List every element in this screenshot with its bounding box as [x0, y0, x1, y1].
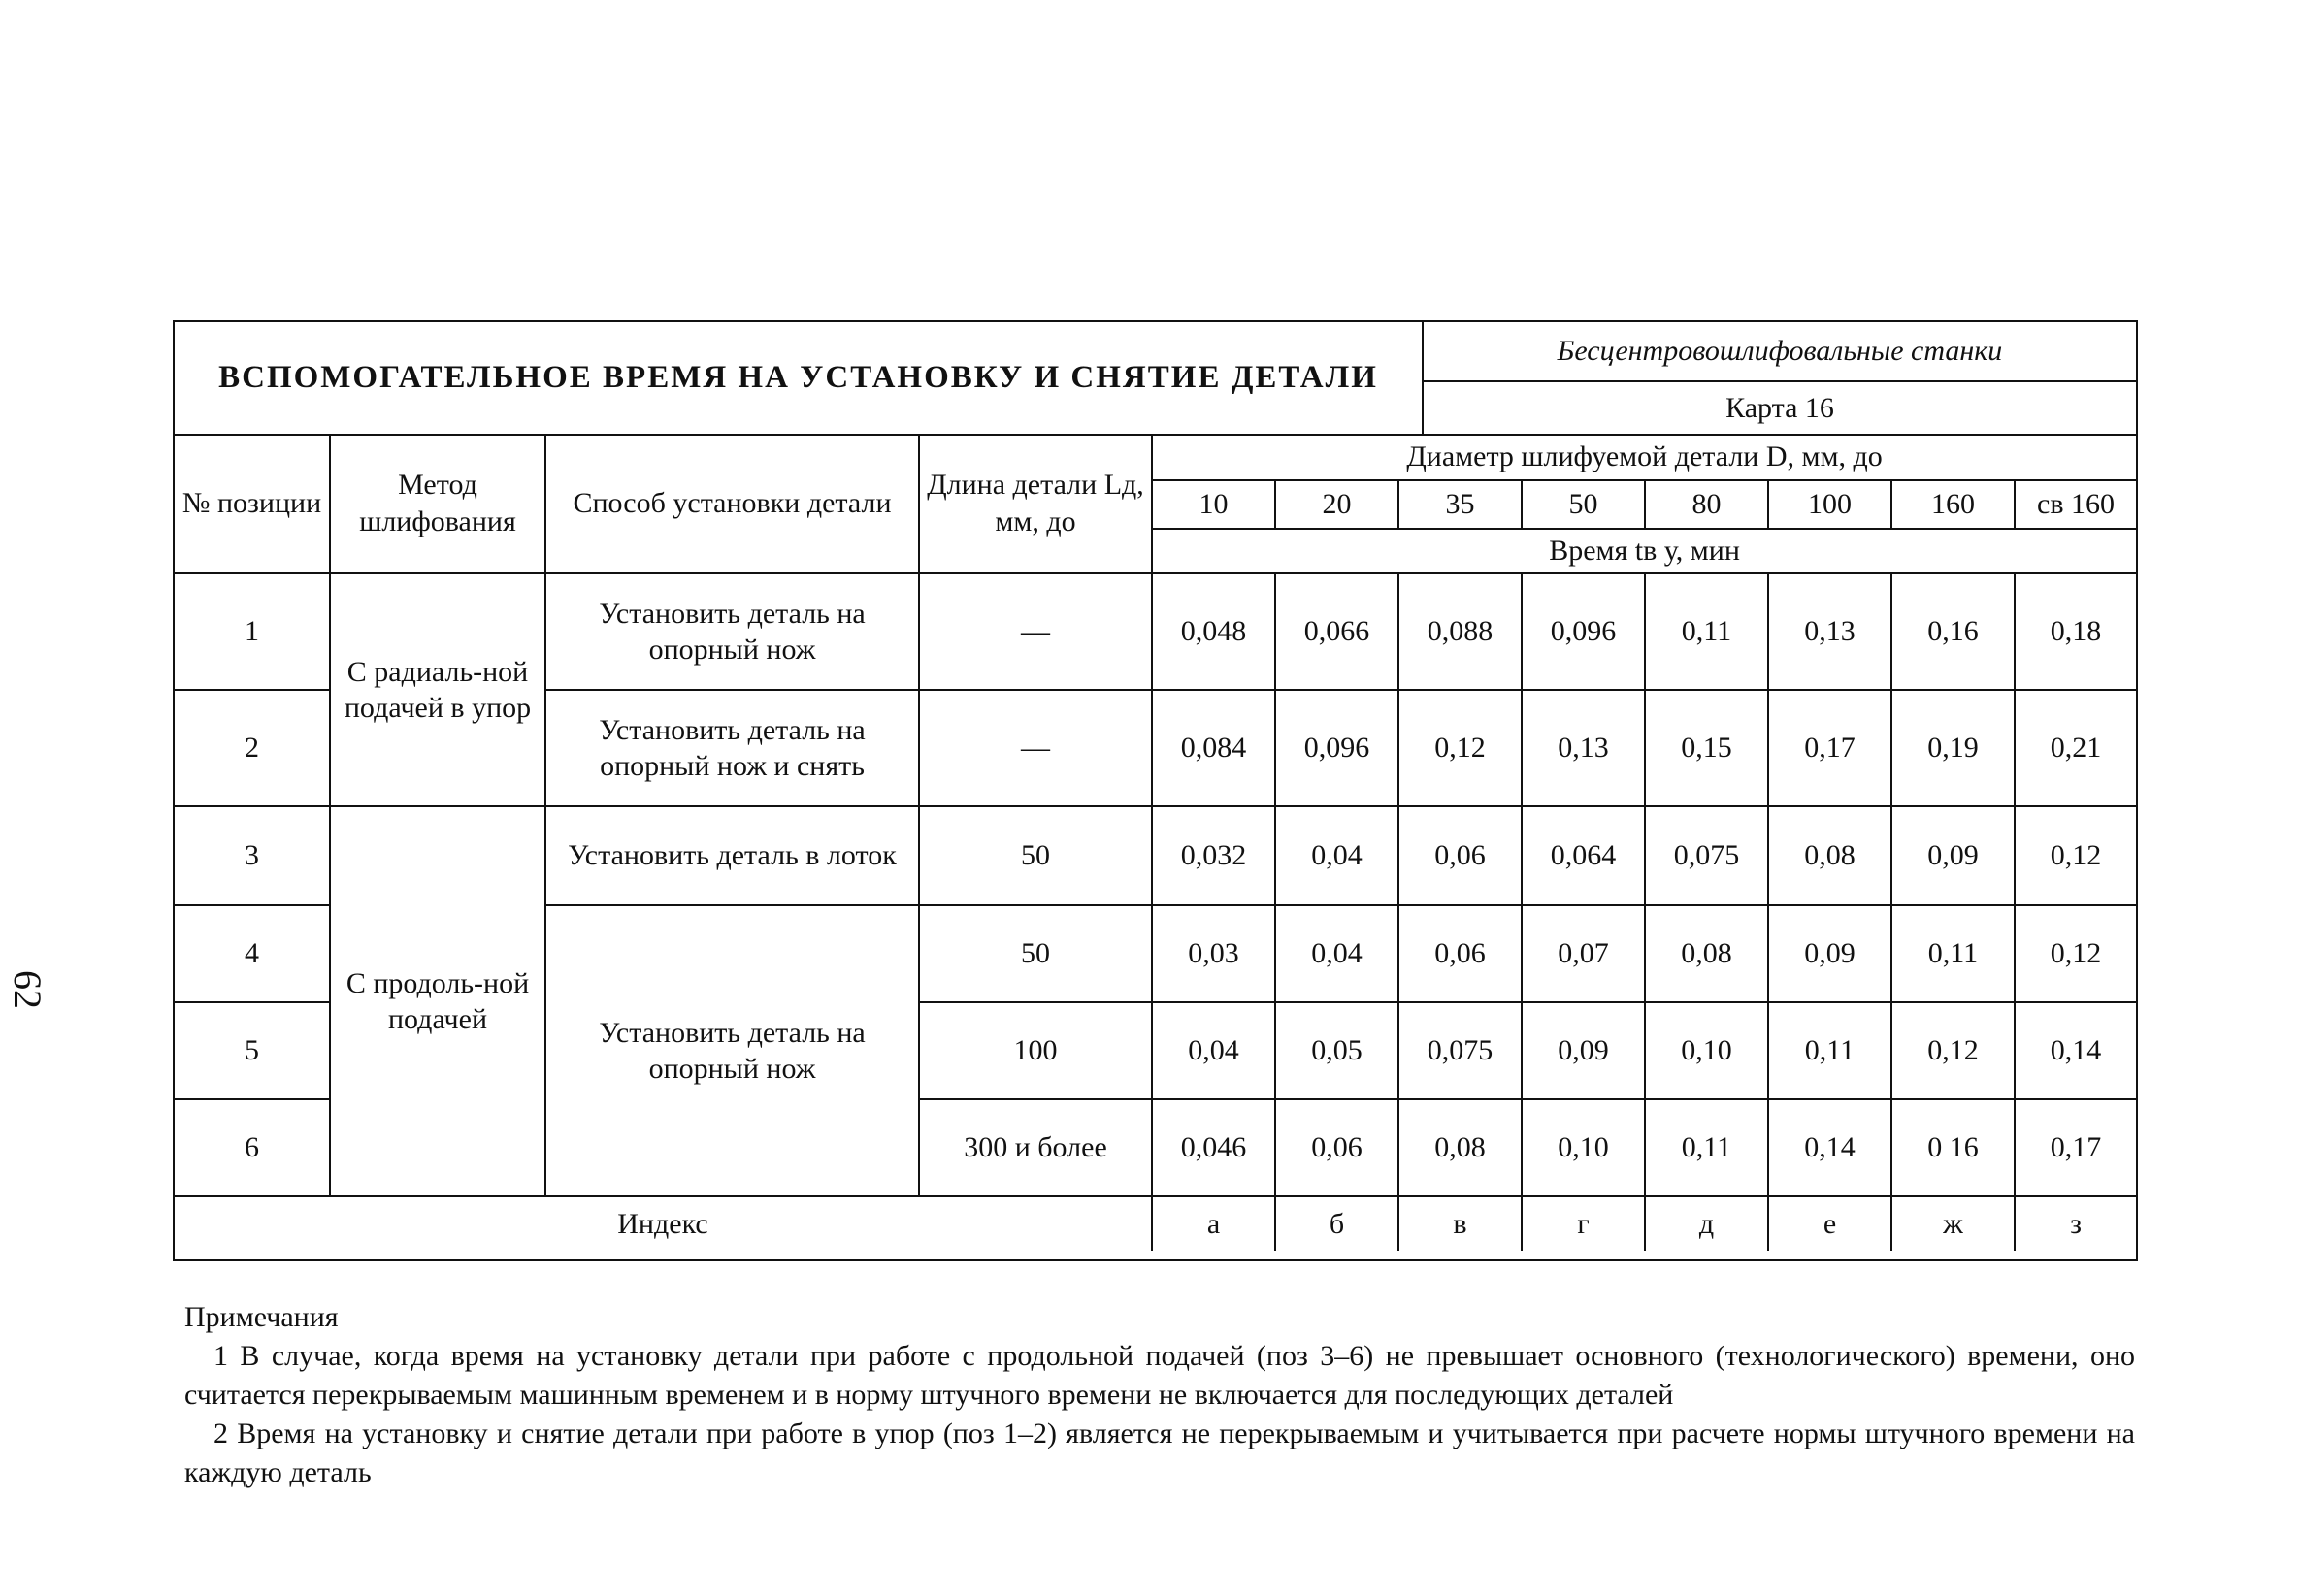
mounting-cell: Установить деталь на опорный нож и снять: [545, 690, 919, 806]
value-cell: 0,11: [1645, 573, 1768, 690]
value-cell: 0,048: [1152, 573, 1275, 690]
col-mounting-header: Способ установки детали: [545, 434, 919, 573]
value-cell: 0,07: [1522, 905, 1645, 1002]
value-cell: 0,18: [2015, 573, 2136, 690]
value-cell: 0,21: [2015, 690, 2136, 806]
norms-table: [175, 434, 2136, 1251]
value-cell: 0,08: [1398, 1099, 1522, 1196]
value-cell: 0,17: [2015, 1099, 2136, 1196]
value-cell: 0,096: [1275, 690, 1398, 806]
length-cell: 300 и более: [919, 1099, 1152, 1196]
value-cell: 0,05: [1275, 1002, 1398, 1099]
value-cell: 0,14: [2015, 1002, 2136, 1099]
table-row: [175, 573, 2136, 690]
index-cell: а: [1152, 1196, 1275, 1251]
col-length-header: Длина детали Lд, мм, до: [919, 434, 1152, 573]
table-row: [175, 806, 2136, 905]
diameter-cell: св 160: [2015, 480, 2136, 529]
index-cell: д: [1645, 1196, 1768, 1251]
diameter-cell: 20: [1275, 480, 1398, 529]
value-cell: 0,12: [1891, 1002, 2015, 1099]
index-cell: з: [2015, 1196, 2136, 1251]
diameter-cell: 35: [1398, 480, 1522, 529]
length-cell: —: [919, 690, 1152, 806]
mounting-cell: Установить деталь на опорный нож: [545, 573, 919, 690]
diameter-header: Диаметр шлифуемой детали D, мм, до: [1152, 434, 2136, 480]
index-cell: ж: [1891, 1196, 2015, 1251]
index-cell: б: [1275, 1196, 1398, 1251]
value-cell: 0,084: [1152, 690, 1275, 806]
card-title: ВСПОМОГАТЕЛЬНОЕ ВРЕМЯ НА УСТАНОВКУ И СНЯТИЕ ДЕТАЛИ: [175, 322, 1424, 434]
note-item: 2 Время на установку и снятие детали при работе в упор (поз 1–2) является не перекрываемым и учитывается при расчете нормы штучного времени на каждую деталь: [184, 1417, 2135, 1488]
diameter-cell: 50: [1522, 480, 1645, 529]
value-cell: 0,06: [1275, 1099, 1398, 1196]
note-item: 1 В случае, когда время на установку детали при работе с продольной подачей (поз 3–6) не превышает основного (технологического) времени, оно считается перекрываемым машинным временем и в норму штучного времени не включается для последующих деталей: [184, 1340, 2135, 1411]
value-cell: 0,13: [1522, 690, 1645, 806]
method-longitudinal: С продоль-ной подачей: [330, 806, 545, 1196]
position-cell: 5: [175, 1002, 330, 1099]
value-cell: 0,064: [1522, 806, 1645, 905]
value-cell: 0,10: [1522, 1099, 1645, 1196]
value-cell: 0,08: [1768, 806, 1891, 905]
col-position-header: № позиции: [175, 434, 330, 573]
value-cell: 0,06: [1398, 905, 1522, 1002]
index-row: [175, 1196, 2136, 1251]
value-cell: 0,096: [1522, 573, 1645, 690]
value-cell: 0,03: [1152, 905, 1275, 1002]
index-label: Индекс: [175, 1196, 1152, 1251]
index-cell: в: [1398, 1196, 1522, 1251]
notes-title: Примечания: [184, 1301, 339, 1333]
value-cell: 0,16: [1891, 573, 2015, 690]
value-cell: 0,075: [1398, 1002, 1522, 1099]
value-cell: 0,09: [1768, 905, 1891, 1002]
mounting-cell: Установить деталь на опорный нож: [545, 905, 919, 1196]
value-cell: 0,046: [1152, 1099, 1275, 1196]
value-cell: 0,09: [1891, 806, 2015, 905]
page-number: 62: [6, 970, 49, 1009]
value-cell: 0,032: [1152, 806, 1275, 905]
value-cell: 0,088: [1398, 573, 1522, 690]
value-cell: 0 16: [1891, 1099, 2015, 1196]
index-cell: г: [1522, 1196, 1645, 1251]
method-radial: С радиаль-ной подачей в упор: [330, 573, 545, 806]
value-cell: 0,04: [1152, 1002, 1275, 1099]
value-cell: 0,04: [1275, 806, 1398, 905]
diameter-cell: 100: [1768, 480, 1891, 529]
value-cell: 0,11: [1891, 905, 2015, 1002]
diameter-cell: 80: [1645, 480, 1768, 529]
position-cell: 2: [175, 690, 330, 806]
value-cell: 0,09: [1522, 1002, 1645, 1099]
length-cell: —: [919, 573, 1152, 690]
card-header-right: [1424, 322, 2136, 434]
length-cell: 100: [919, 1002, 1152, 1099]
card-header: [175, 322, 2136, 436]
length-cell: 50: [919, 905, 1152, 1002]
value-cell: 0,14: [1768, 1099, 1891, 1196]
position-cell: 1: [175, 573, 330, 690]
value-cell: 0,04: [1275, 905, 1398, 1002]
length-cell: 50: [919, 806, 1152, 905]
value-cell: 0,11: [1768, 1002, 1891, 1099]
value-cell: 0,19: [1891, 690, 2015, 806]
index-cell: е: [1768, 1196, 1891, 1251]
mounting-cell: Установить деталь в лоток: [545, 806, 919, 905]
time-header: Время tв у, мин: [1152, 529, 2136, 573]
value-cell: 0,066: [1275, 573, 1398, 690]
diameter-cell: 160: [1891, 480, 2015, 529]
diameter-cell: 10: [1152, 480, 1275, 529]
position-cell: 6: [175, 1099, 330, 1196]
position-cell: 3: [175, 806, 330, 905]
value-cell: 0,15: [1645, 690, 1768, 806]
value-cell: 0,08: [1645, 905, 1768, 1002]
notes: [184, 1298, 2135, 1492]
norm-card: [173, 320, 2138, 1261]
value-cell: 0,10: [1645, 1002, 1768, 1099]
col-method-header: Метод шлифования: [330, 434, 545, 573]
position-cell: 4: [175, 905, 330, 1002]
card-number: Карта 16: [1725, 391, 1834, 424]
value-cell: 0,12: [2015, 905, 2136, 1002]
value-cell: 0,075: [1645, 806, 1768, 905]
value-cell: 0,13: [1768, 573, 1891, 690]
machine-type: Бесцентровошлифовальные станки: [1424, 322, 2136, 382]
value-cell: 0,17: [1768, 690, 1891, 806]
value-cell: 0,11: [1645, 1099, 1768, 1196]
value-cell: 0,06: [1398, 806, 1522, 905]
value-cell: 0,12: [2015, 806, 2136, 905]
value-cell: 0,12: [1398, 690, 1522, 806]
